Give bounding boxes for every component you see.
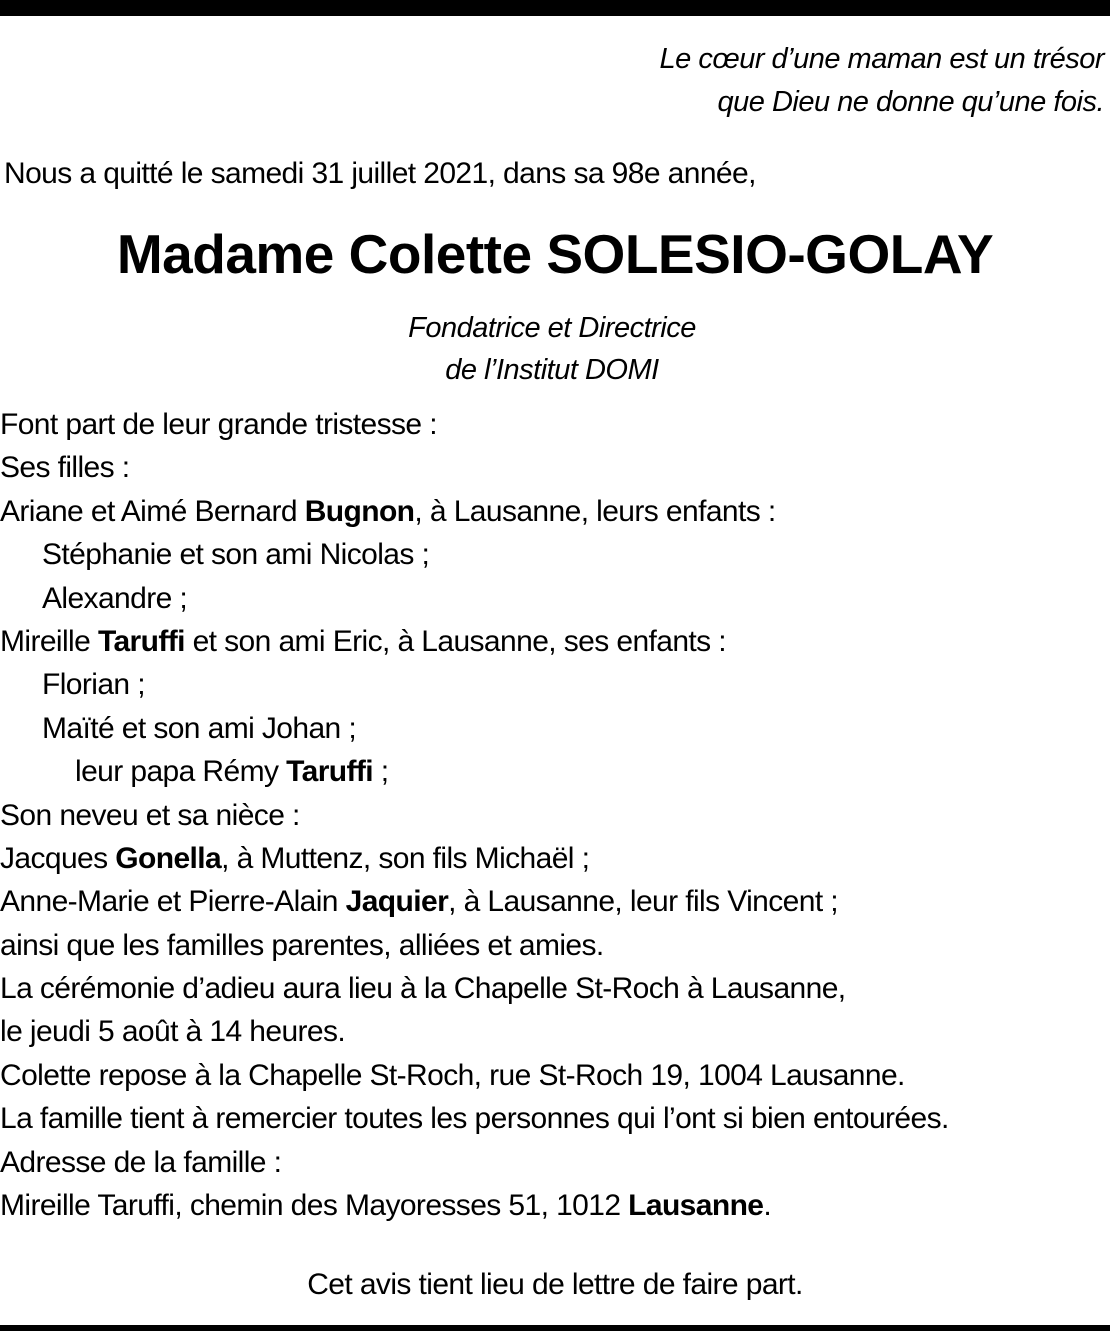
family-surname: Taruffi — [97, 624, 185, 658]
body-line: Florian ; — [42, 668, 145, 702]
family-surname: Taruffi — [286, 755, 374, 789]
body-line: leur papa Rémy Taruffi ; — [75, 755, 389, 789]
family-surname: Gonella — [115, 841, 222, 875]
body-line: La famille tient à remercier toutes les personnes qui l’ont si bien entourées. — [0, 1102, 949, 1136]
body-line: Anne-Marie et Pierre-Alain Jaquier, à Lausanne, leur fils Vincent ; — [0, 885, 839, 919]
body-line: Mireille Taruffi et son ami Eric, à Lausanne, ses enfants : — [0, 624, 727, 658]
family-surname: Jaquier — [345, 885, 449, 919]
announcement-body — [0, 403, 1110, 1227]
body-line: Son neveu et sa nièce : — [0, 798, 300, 832]
body-line: Maïté et son ami Johan ; — [42, 711, 357, 745]
body-line: La cérémonie d’adieu aura lieu à la Chapelle St-Roch à Lausanne, — [0, 972, 846, 1006]
body-line: Adresse de la famille : — [0, 1145, 282, 1179]
role-line-2: de l’Institut DOMI — [445, 354, 659, 386]
epigraph — [660, 38, 1104, 124]
body-line: Ariane et Aimé Bernard Bugnon, à Lausanne, leurs enfants : — [0, 494, 776, 528]
body-line: Font part de leur grande tristesse : — [0, 408, 437, 441]
epigraph-line-1: Le cœur d’une maman est un trésor — [659, 43, 1104, 75]
family-surname: Bugnon — [304, 494, 415, 528]
bottom-rule — [0, 1325, 1110, 1331]
closing-note: Cet avis tient lieu de lettre de faire part. — [307, 1268, 803, 1301]
body-line: ainsi que les familles parentes, alliées et amies. — [0, 928, 604, 962]
epigraph-line-2: que Dieu ne donne qu’une fois. — [717, 86, 1104, 118]
body-line: Jacques Gonella, à Muttenz, son fils Michaël ; — [0, 841, 590, 875]
body-line: Alexandre ; — [42, 581, 188, 615]
deceased-name: Madame Colette SOLESIO-GOLAY — [116, 223, 994, 285]
intro-text: Nous a quitté le samedi 31 juillet 2021, dans sa 98e année, — [4, 157, 756, 190]
body-line: Stéphanie et son ami Nicolas ; — [42, 538, 430, 572]
role-description — [0, 307, 1104, 391]
body-line: Mireille Taruffi, chemin des Mayoresses 51, 1012 Lausanne. — [0, 1189, 772, 1223]
top-rule — [0, 0, 1110, 16]
body-line: le jeudi 5 août à 14 heures. — [0, 1015, 346, 1049]
role-line-1: Fondatrice et Directrice — [408, 312, 696, 344]
body-line: Colette repose à la Chapelle St-Roch, rue St-Roch 19, 1004 Lausanne. — [0, 1058, 905, 1092]
city-name: Lausanne — [628, 1189, 764, 1223]
body-line: Ses filles : — [0, 451, 130, 485]
